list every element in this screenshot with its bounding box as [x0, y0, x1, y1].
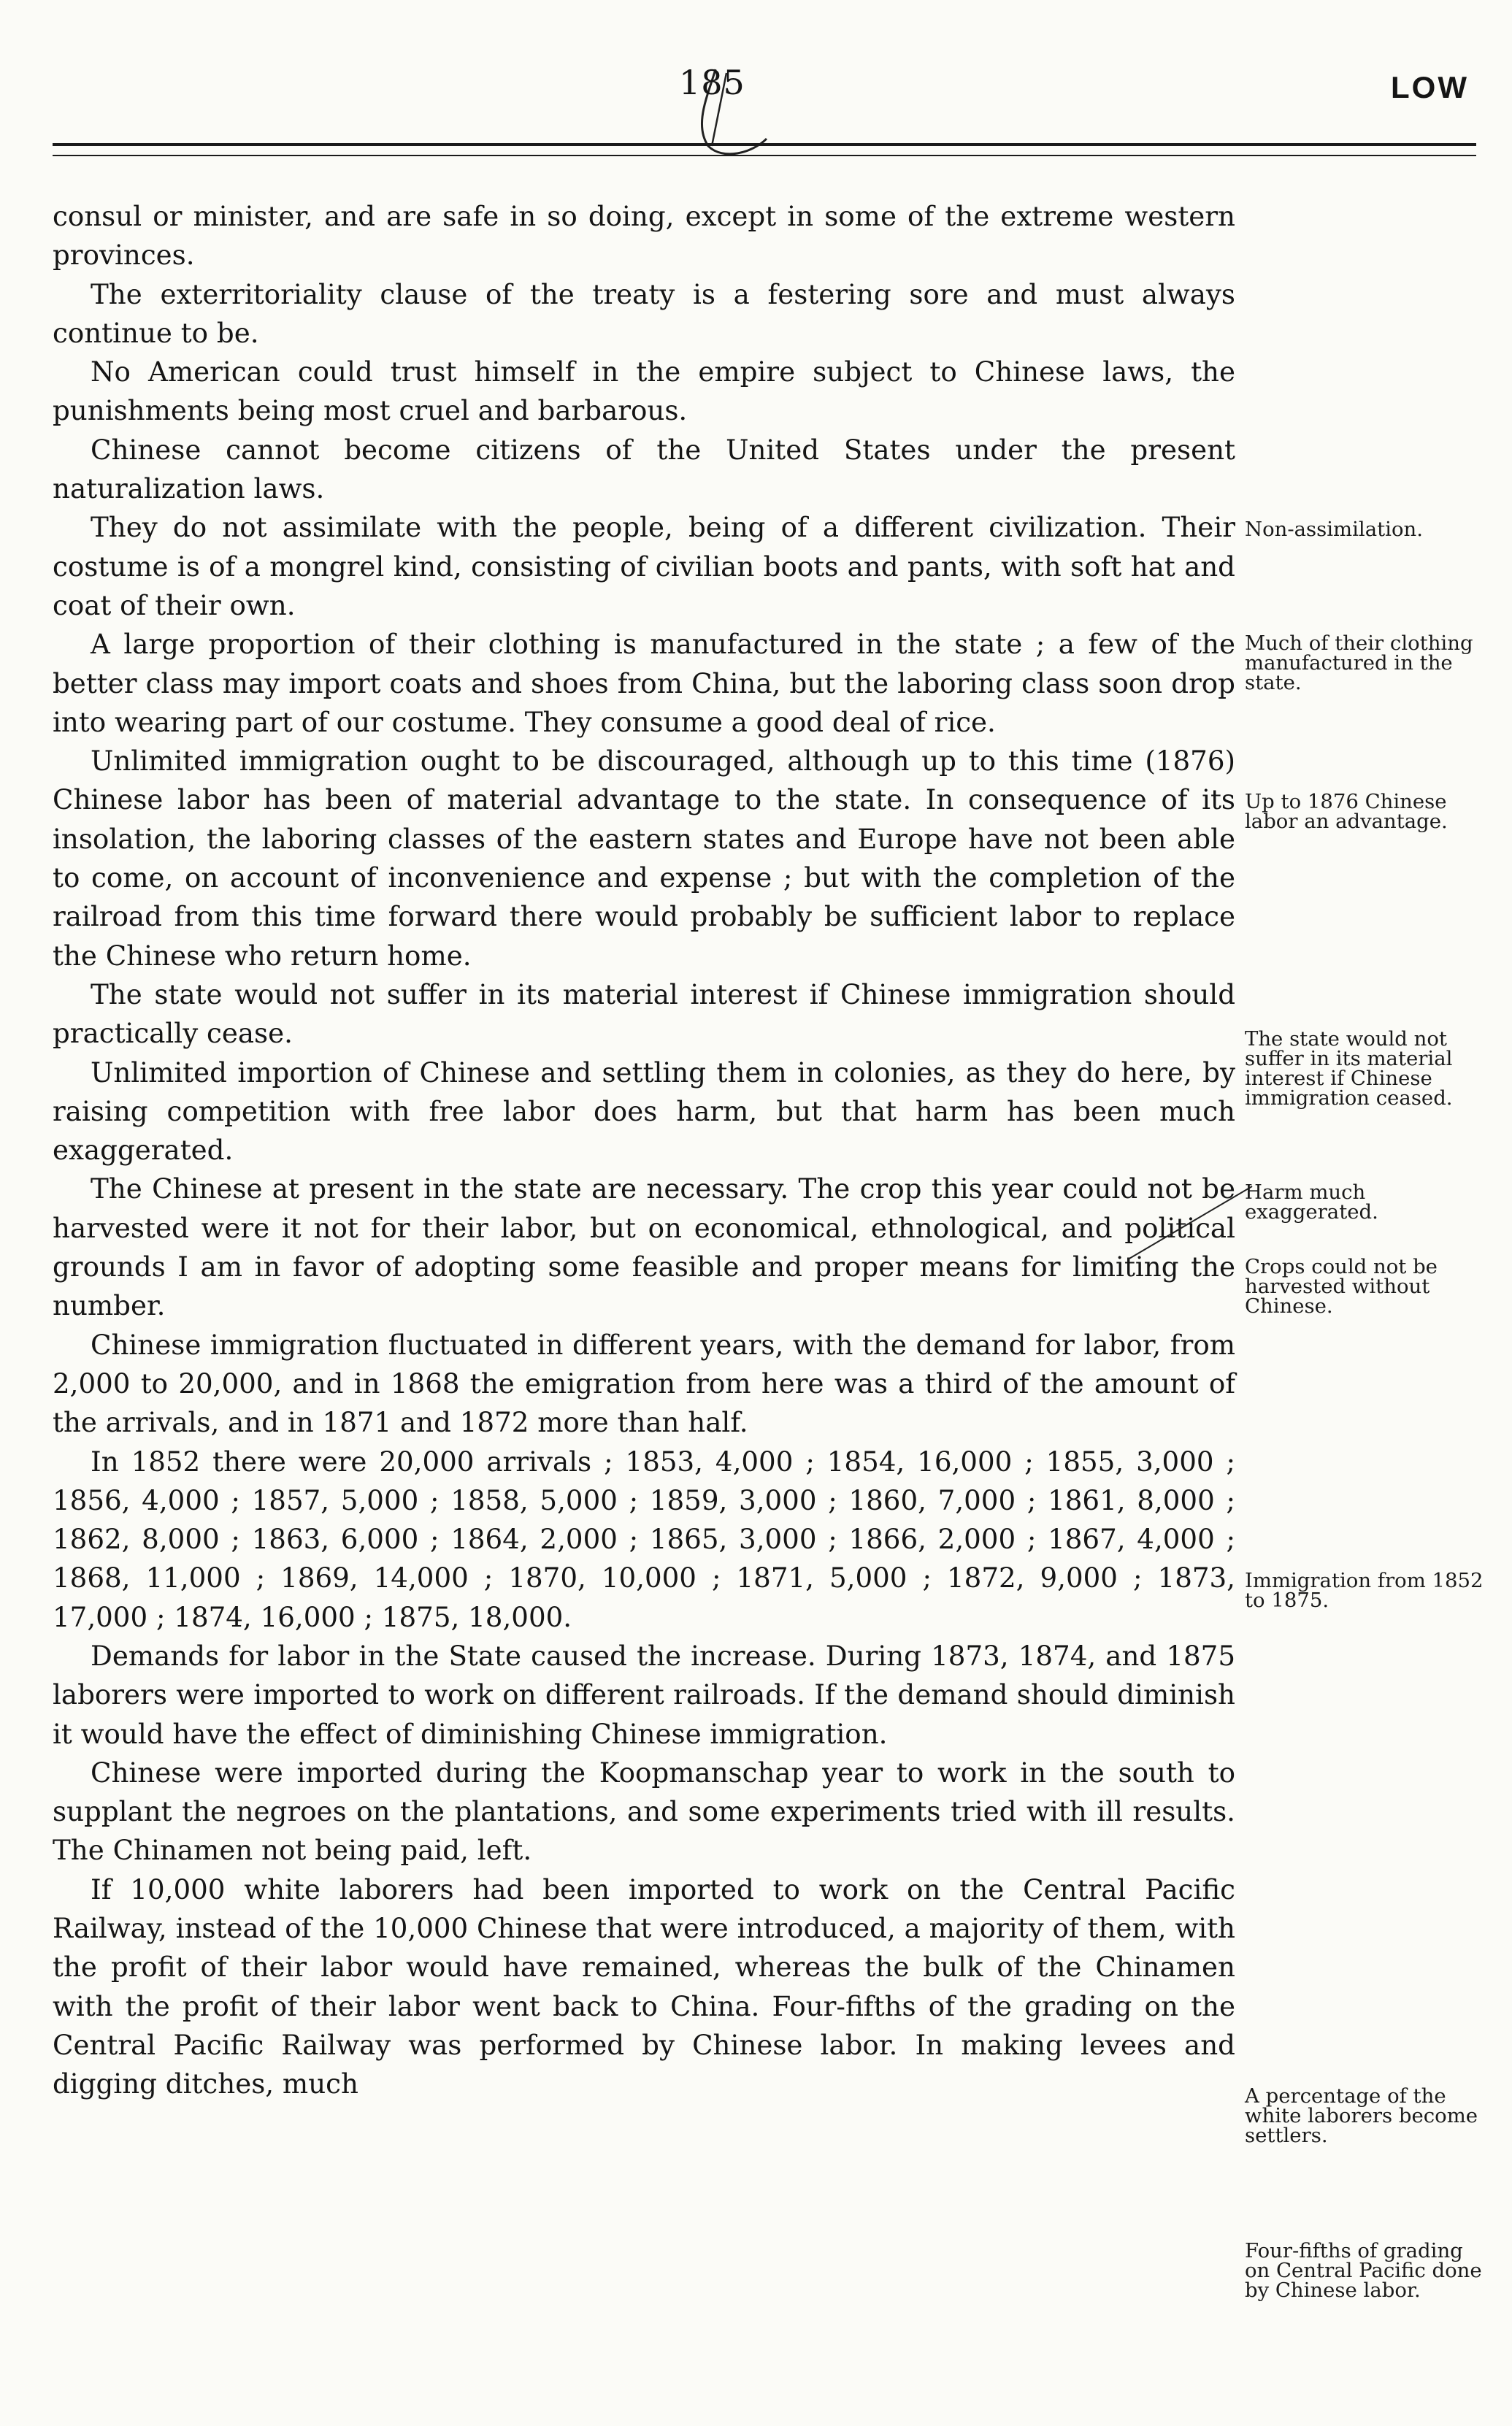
page-number: 185 — [679, 63, 745, 102]
paragraph: They do not assimilate with the people, being of a different civilization. Their costume is of a mongrel kind, consisting of civilian boots and pants, with soft hat and coat of their own. — [53, 511, 1235, 621]
paragraph: Chinese immigration fluctuated in different years, with the demand for labor, from 2,000 to 20,000, and in 1868 the emigration from here was a third of the amount of the arrivals, and in 1871 and 1872 more than half. — [53, 1328, 1235, 1439]
header-rule — [53, 143, 1476, 146]
paragraph: A large proportion of their clothing is manufactured in the state ; a few of the better class may import coats and shoes from China, but the laboring class soon drop into wearing part of our costume. They consume a good deal of rice. — [53, 628, 1235, 738]
paragraph: Unlimited importion of Chinese and settling them in colonies, as they do here, by raising competition with free labor does harm, but that harm has been much exaggerated. — [53, 1056, 1235, 1167]
paragraph: In 1852 there were 20,000 arrivals ; 1853, 4,000 ; 1854, 16,000 ; 1855, 3,000 ; 1856, 4,000 ; 1857, 5,000 ; 1858, 5,000 ; 1859, 3,000 ; 1860, 7,000 ; 1861, 8,000 ; 1862, 8,000 ; 1863, 6,000 ; 1864, 2,000 ; 1865, 3,000 ; 1866, 2,000 ; 1867, 4,000 ; 1868, 11,000 ; 1869, 14,000 ; 1870, 10,000 ; 1871, 5,000 ; 1872, 9,000 ; 1873, 17,000 ; 1874, 16,000 ; 1875, 18,000. — [53, 1445, 1235, 1633]
paragraph: Demands for labor in the State caused the increase. During 1873, 1874, and 1875 laborers were imported to work on different railroads. If the demand should diminish it would have the effect of diminishing Chinese immigration. — [53, 1639, 1235, 1750]
pointer-line-icon — [1124, 1183, 1256, 1263]
margin-note: A percentage of the white laborers become settlers. — [1245, 2084, 1478, 2147]
header-rule-thin — [53, 155, 1476, 156]
paragraph: Unlimited immigration ought to be discouraged, although up to this time (1876) Chinese labor has been of material advantage to the state. In consequence of its insolation, the laboring classes of the eastern states and Europe have not been able to come, on account of inconvenience and expense ; but with the completion of the railroad from this time forward there would probably be sufficient labor to replace the Chinese who return home. — [53, 745, 1235, 972]
paragraph: Chinese cannot become citizens of the United States under the present naturalization laws. — [53, 433, 1235, 505]
body-text — [53, 197, 1235, 2104]
margin-note: Four-fifths of grading on Central Pacific done by Chinese labor. — [1245, 2239, 1482, 2302]
margin-note: The state would not suffer in its material interest if Chinese immigration ceased. — [1245, 1027, 1453, 1110]
paragraph: The state would not suffer in its material interest if Chinese immigration should practically cease. — [53, 978, 1235, 1050]
paragraph: If 10,000 white laborers had been imported to work on the Central Pacific Railway, instead of the 10,000 Chinese that were introduced, a majority of them, with the profit of their labor would have remained, whereas the bulk of the Chinamen with the profit of their labor went back to China. Four-fifths of the grading on the Central Pacific Railway was performed by Chinese labor. In making levees and digging ditches, much — [53, 1873, 1235, 2100]
margin-note: Non-assimilation. — [1245, 518, 1423, 541]
running-title: LOW — [1391, 70, 1469, 104]
margin-note: Harm much exaggerated. — [1245, 1181, 1378, 1224]
margin-note: Up to 1876 Chinese labor an advantage. — [1245, 790, 1448, 833]
paragraph: The Chinese at present in the state are necessary. The crop this year could not be harvested were it not for their labor, but on economical, ethnological, and political grounds I am in favor of adopting some feasible and proper means for limiting the number. — [53, 1172, 1235, 1322]
paragraph: Chinese were imported during the Koopmanschap year to work in the south to supplant the negroes on the plantations, and some experiments tried with ill results. The Chinamen not being paid, left. — [53, 1756, 1235, 1867]
margin-note: Crops could not be harvested without Chinese. — [1245, 1255, 1438, 1318]
margin-note: Immigration from 1852 to 1875. — [1245, 1569, 1484, 1612]
paragraph: consul or minister, and are safe in so doing, except in some of the extreme western provinces. — [53, 200, 1235, 272]
paragraph: No American could trust himself in the empire subject to Chinese laws, the punishments being most cruel and barbarous. — [53, 356, 1235, 427]
margin-note: Much of their clothing manufactured in the state. — [1245, 632, 1473, 694]
paragraph: The exterritoriality clause of the treaty is a festering sore and must always continue to be. — [53, 277, 1235, 349]
